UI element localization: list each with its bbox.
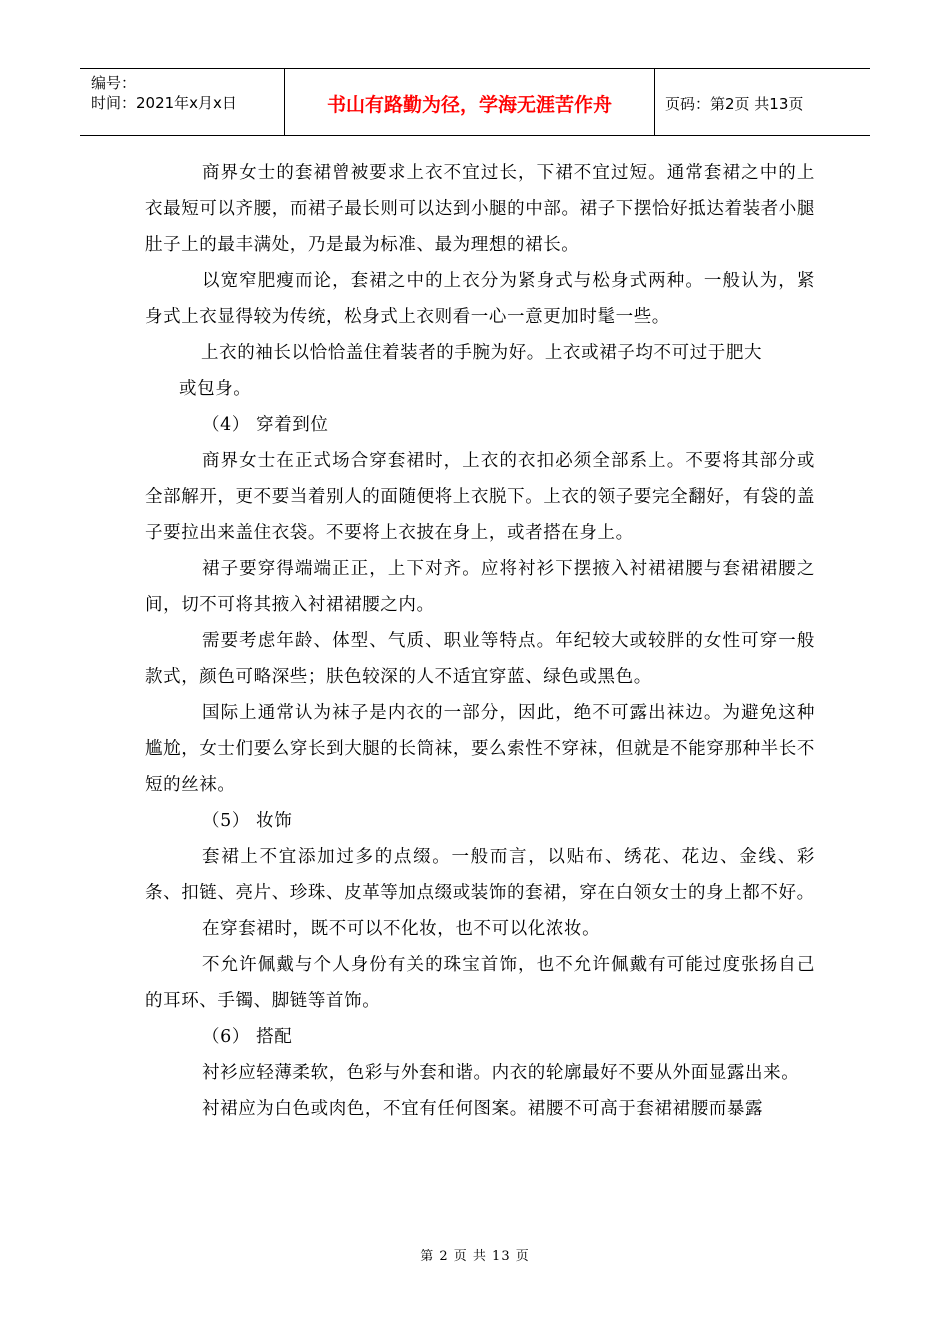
section-heading-4: （4） 穿着到位 [202,415,329,435]
page-footer: 第 2 页 共 13 页 [420,1249,530,1264]
header-table [80,68,870,136]
paragraph: 国际上通常认为袜子是内衣的一部分，因此，绝不可露出袜边。为避免这种尴尬，女士们要么穿长到大腿的长筒袜，要么索性不穿袜，但就是不能穿那种半长不短的丝袜。 [145,703,815,795]
paragraph-line: 上衣的袖长以恰恰盖住着装者的手腕为好。上衣或裙子均不可过于肥大 [201,343,763,363]
paragraph: 套裙上不宜添加过多的点缀。一般而言，以贴布、绣花、花边、金线、彩条、扣链、亮片、珍珠、皮革等加点缀或装饰的套裙，穿在白领女士的身上都不好。 [145,847,815,903]
paragraph: 以宽窄肥瘦而论，套裙之中的上衣分为紧身式与松身式两种。一般认为，紧身式上衣显得较为传统，松身式上衣则看一心一意更加时髦一些。 [145,271,815,327]
section-heading-5: （5） 妆饰 [202,811,293,831]
paragraph: 商界女士的套裙曾被要求上衣不宜过长，下裙不宜过短。通常套裙之中的上衣最短可以齐腰，而裙子最长则可以达到小腿的中部。裙子下摆恰好抵达着装者小腿肚子上的最丰满处，乃是最为标准、最为理想的裙长。 [145,163,815,255]
paragraph-sleeve [145,335,815,407]
section-heading-6: （6） 搭配 [202,1027,293,1047]
paragraph: 不允许佩戴与个人身份有关的珠宝首饰，也不允许佩戴有可能过度张扬自己的耳环、手镯、脚链等首饰。 [145,955,815,1011]
paragraph: 在穿套裙时，既不可以不化妆，也不可以化浓妆。 [202,919,601,939]
motto: 书山有路勤为径，学海无涯苦作舟 [285,69,655,135]
paragraph: 衬裙应为白色或肉色，不宜有任何图案。裙腰不可高于套裙裙腰而暴露 [202,1099,764,1119]
paragraph-line: 或包身。 [179,379,252,399]
header-left-cell [80,69,285,135]
paragraph: 衬衫应轻薄柔软，色彩与外套和谐。内衣的轮廓最好不要从外面显露出来。 [202,1063,800,1083]
paragraph: 商界女士在正式场合穿套裙时，上衣的衣扣必须全部系上。不要将其部分或全部解开，更不要当着别人的面随便将上衣脱下。上衣的领子要完全翻好，有袋的盖子要拉出来盖住衣袋。不要将上衣披在身上，或者搭在身上。 [145,451,815,543]
paragraph: 裙子要穿得端端正正，上下对齐。应将衬衫下摆掖入衬裙裙腰与套裙裙腰之间，切不可将其掖入衬裙裙腰之内。 [145,559,815,615]
number-label: 编号： [91,74,137,92]
paragraph: 需要考虑年龄、体型、气质、职业等特点。年纪较大或较胖的女性可穿一般款式，颜色可略深些；肤色较深的人不适宜穿蓝、绿色或黑色。 [145,631,815,687]
time-label: 时间：2021年x月x日 [91,94,237,112]
page-info: 页码：第2页 共13页 [665,94,804,113]
document-body [145,155,815,1127]
